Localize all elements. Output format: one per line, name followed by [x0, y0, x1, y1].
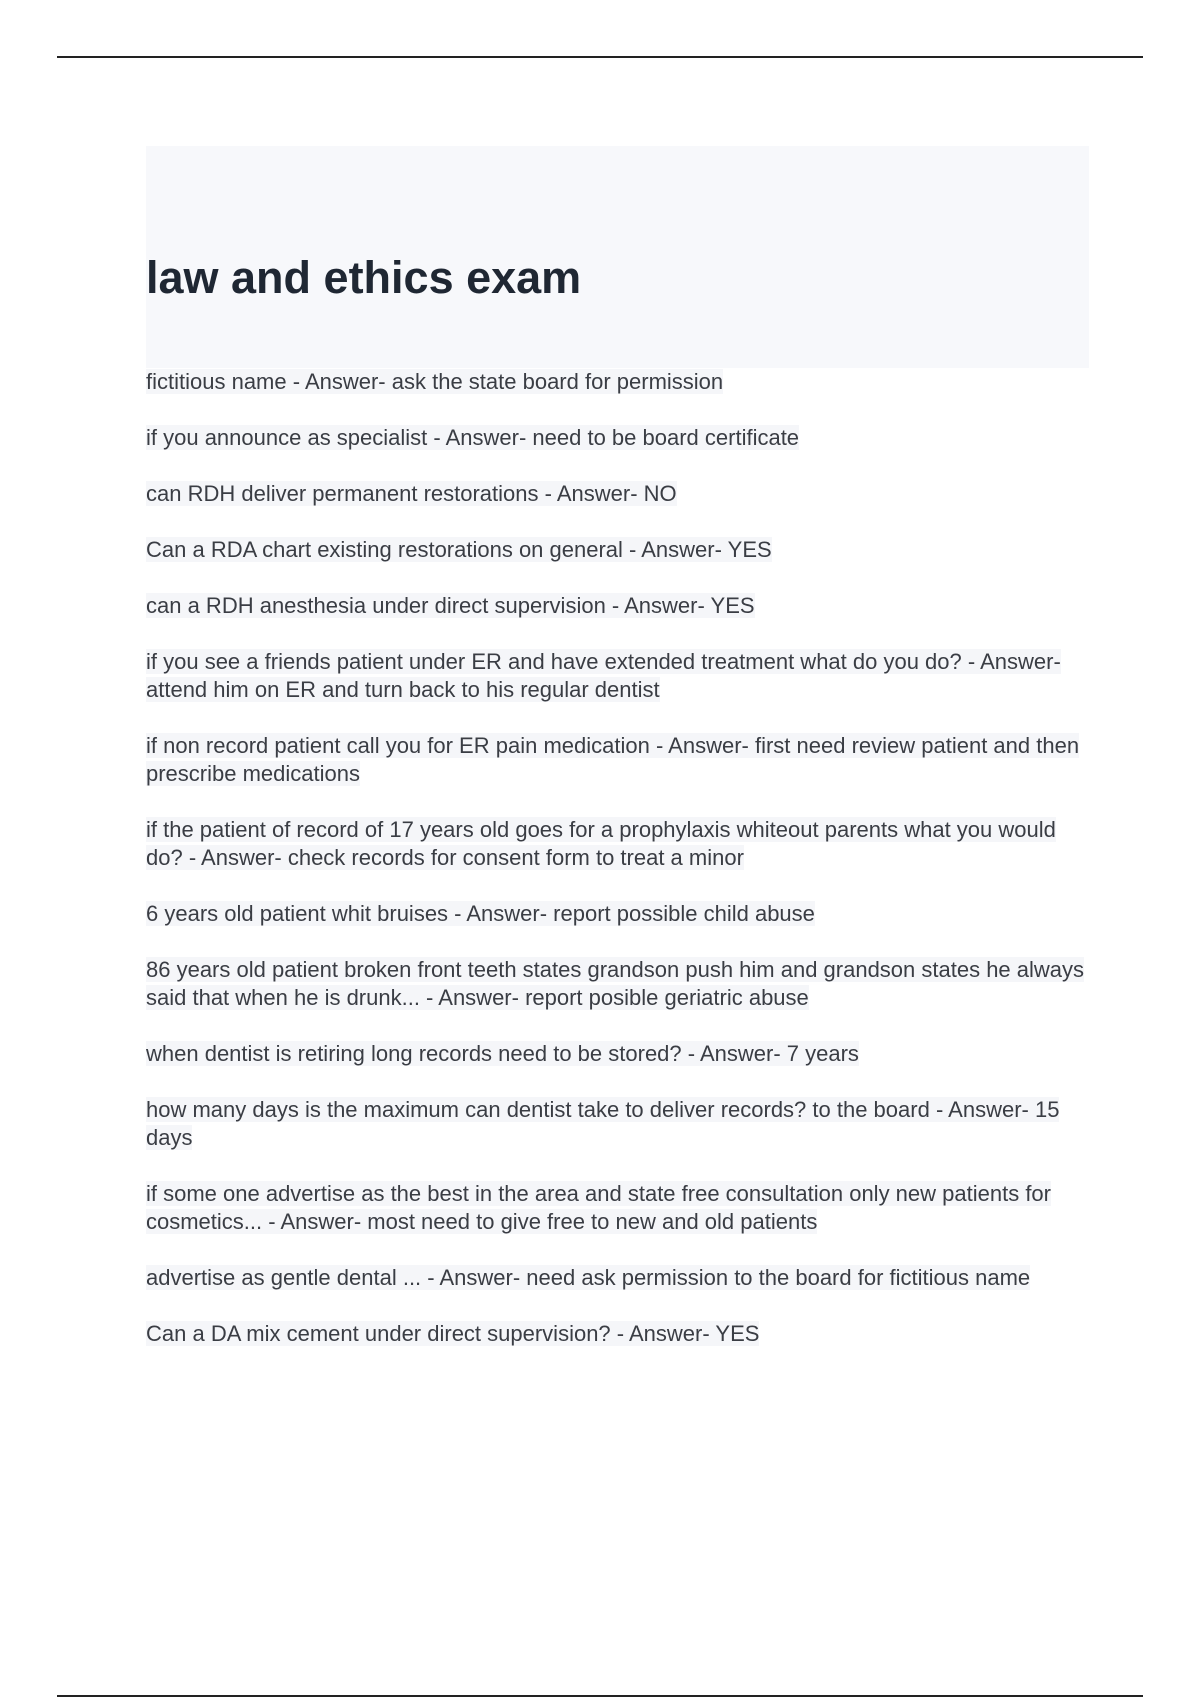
qa-item [146, 648, 1086, 704]
qa-list [146, 368, 1086, 1376]
qa-text: Can a DA mix cement under direct supervision? - Answer- YES [146, 1321, 760, 1346]
qa-item [146, 480, 1086, 508]
qa-item [146, 732, 1086, 788]
qa-item [146, 1320, 1086, 1348]
qa-item [146, 816, 1086, 872]
qa-text: if you announce as specialist - Answer- need to be board certificate [146, 425, 800, 450]
qa-text: can a RDH anesthesia under direct supervision - Answer- YES [146, 593, 755, 618]
qa-text: if the patient of record of 17 years old goes for a prophylaxis whiteout parents what you would do? - Answer- check records for consent form to treat a minor [146, 817, 1056, 870]
qa-text: if some one advertise as the best in the area and state free consultation only new patients for cosmetics... - Answer- most need to give free to new and old patients [146, 1181, 1051, 1234]
qa-item [146, 956, 1086, 1012]
qa-item [146, 1180, 1086, 1236]
qa-item [146, 424, 1086, 452]
qa-text: fictitious name - Answer- ask the state board for permission [146, 369, 724, 394]
qa-item [146, 536, 1086, 564]
bottom-rule [57, 1695, 1143, 1697]
qa-item [146, 900, 1086, 928]
qa-item [146, 1264, 1086, 1292]
qa-text: Can a RDA chart existing restorations on general - Answer- YES [146, 537, 772, 562]
qa-text: can RDH deliver permanent restorations - Answer- NO [146, 481, 677, 506]
qa-item [146, 592, 1086, 620]
qa-text: when dentist is retiring long records need to be stored? - Answer- 7 years [146, 1041, 859, 1066]
qa-item [146, 1040, 1086, 1068]
top-rule [57, 56, 1143, 58]
qa-text: how many days is the maximum can dentist take to deliver records? to the board - Answer- 15 days [146, 1097, 1060, 1150]
qa-text: 86 years old patient broken front teeth states grandson push him and grandson states he always said that when he is drunk... - Answer- report posible geriatric abuse [146, 957, 1085, 1010]
qa-item [146, 368, 1086, 396]
page-title: law and ethics exam [146, 252, 582, 303]
qa-text: 6 years old patient whit bruises - Answer- report possible child abuse [146, 901, 815, 926]
qa-text: advertise as gentle dental ... - Answer- need ask permission to the board for fictitious name [146, 1265, 1031, 1290]
qa-text: if non record patient call you for ER pain medication - Answer- first need review patient and then prescribe medications [146, 733, 1080, 786]
qa-text: if you see a friends patient under ER and have extended treatment what do you do? - Answer- attend him on ER and turn back to his regular dentist [146, 649, 1061, 702]
qa-item [146, 1096, 1086, 1152]
